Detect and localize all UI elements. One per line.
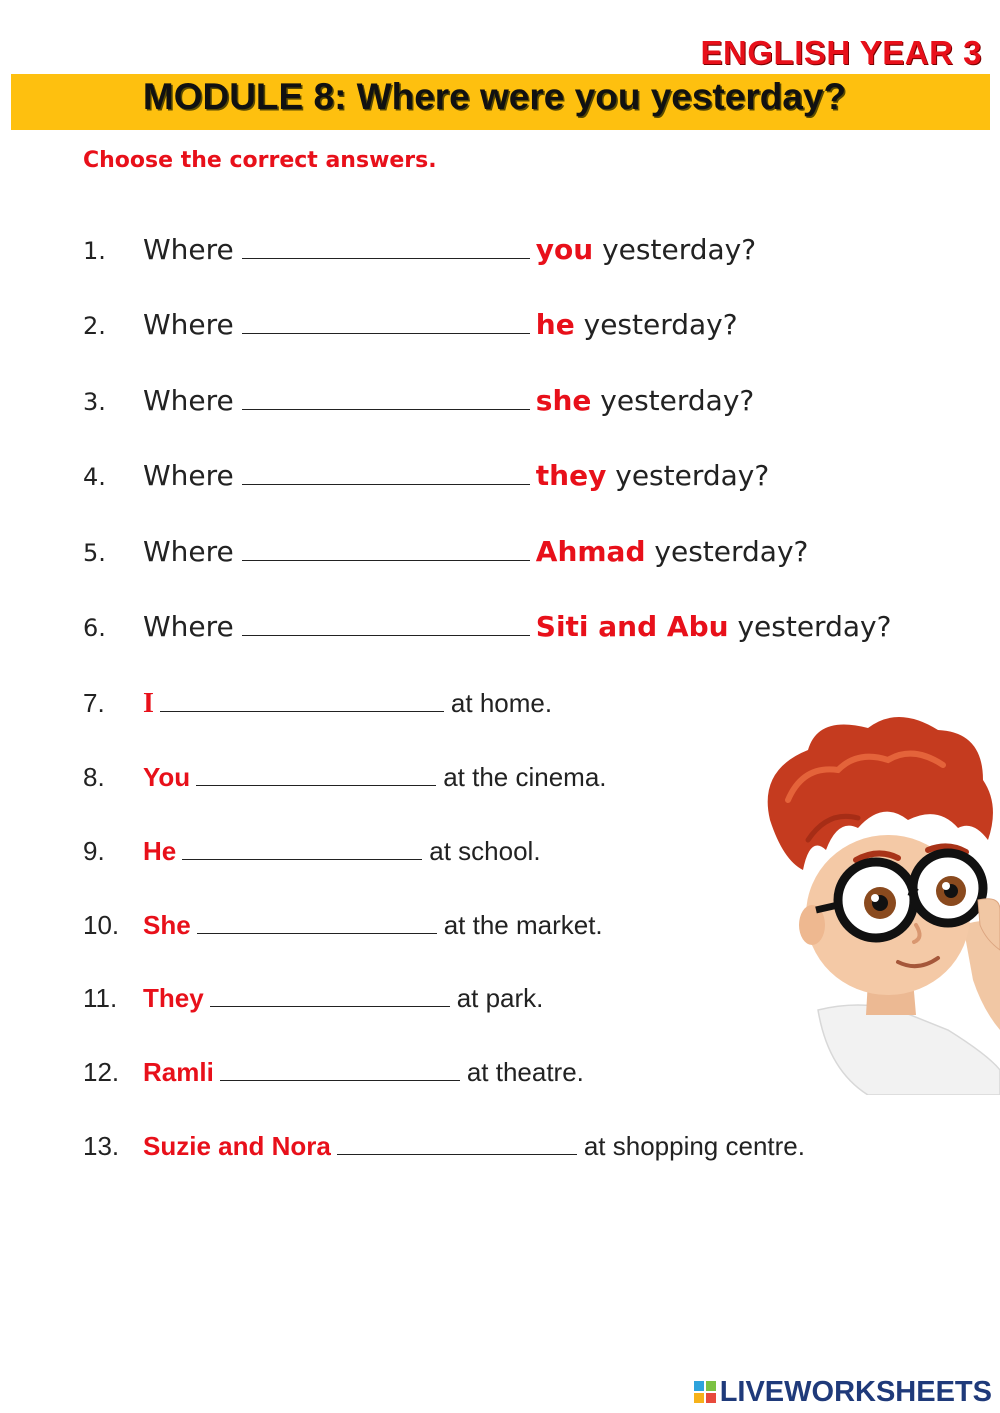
- instruction: Choose the correct answers.: [83, 148, 437, 173]
- question-lead: Where: [143, 308, 234, 341]
- question-subject: he: [535, 308, 575, 341]
- answer-blank-10[interactable]: [197, 911, 437, 934]
- question-subject: She: [143, 910, 191, 940]
- answer-blank-8[interactable]: [196, 763, 436, 786]
- question-lead: Where: [143, 610, 234, 643]
- question-subject: I: [143, 688, 154, 719]
- question-place: at shopping centre.: [583, 1131, 805, 1161]
- question-place: at home.: [450, 688, 553, 718]
- answer-blank-6[interactable]: [242, 611, 530, 636]
- module-banner: [11, 74, 990, 130]
- question-lead: Where: [143, 535, 234, 568]
- question-place: at school.: [429, 836, 541, 866]
- answer-blank-3[interactable]: [242, 385, 530, 410]
- answer-blank-9[interactable]: [182, 837, 422, 860]
- question-3: [83, 384, 754, 417]
- question-number: 4.: [83, 463, 106, 491]
- question-place: at park.: [456, 983, 544, 1013]
- question-place: at theatre.: [466, 1057, 584, 1087]
- question-number: 2.: [83, 312, 106, 340]
- question-subject: Suzie and Nora: [143, 1131, 331, 1161]
- question-subject: You: [143, 762, 191, 792]
- question-subject: They: [143, 983, 204, 1013]
- question-number: 9.: [83, 836, 105, 866]
- question-5: [83, 535, 808, 568]
- question-12: [83, 1057, 584, 1088]
- answer-blank-4[interactable]: [242, 460, 530, 485]
- liveworksheets-brand[interactable]: [693, 1377, 992, 1407]
- question-number: 10.: [83, 910, 120, 940]
- answer-blank-5[interactable]: [242, 536, 530, 561]
- answer-blank-12[interactable]: [220, 1058, 460, 1081]
- question-number: 1.: [83, 237, 106, 265]
- question-place: at the cinema.: [443, 762, 607, 792]
- question-tail: yesterday?: [602, 233, 757, 266]
- question-2: [83, 308, 738, 341]
- question-10: [83, 910, 603, 941]
- question-tail: yesterday?: [737, 610, 892, 643]
- question-9: [83, 836, 541, 867]
- question-subject: He: [143, 836, 177, 866]
- question-number: 7.: [83, 688, 105, 718]
- question-number: 12.: [83, 1057, 120, 1087]
- question-number: 6.: [83, 614, 106, 642]
- question-tail: yesterday?: [583, 308, 738, 341]
- question-lead: Where: [143, 384, 234, 417]
- question-6: [83, 610, 891, 643]
- question-4: [83, 459, 769, 492]
- answer-blank-1[interactable]: [242, 234, 530, 259]
- question-lead: Where: [143, 459, 234, 492]
- year-label: ENGLISH YEAR 3: [700, 34, 982, 71]
- question-subject: Ramli: [143, 1057, 214, 1087]
- liveworksheets-logo-icon: [693, 1380, 717, 1404]
- question-tail: yesterday?: [615, 459, 770, 492]
- cartoon-boy-with-glasses-icon: [748, 710, 1000, 1095]
- question-number: 8.: [83, 762, 105, 792]
- question-subject: Siti and Abu: [535, 610, 729, 643]
- question-number: 13.: [83, 1131, 120, 1161]
- answer-blank-2[interactable]: [242, 309, 530, 334]
- question-number: 11.: [83, 983, 118, 1013]
- question-tail: yesterday?: [600, 384, 755, 417]
- question-place: at the market.: [443, 910, 603, 940]
- question-number: 3.: [83, 388, 106, 416]
- question-lead: Where: [143, 233, 234, 266]
- answer-blank-7[interactable]: [160, 689, 444, 712]
- question-7: [83, 688, 552, 720]
- question-11: [83, 983, 543, 1014]
- question-tail: yesterday?: [654, 535, 809, 568]
- brand-text: LIVEWORKSHEETS: [719, 1375, 992, 1408]
- question-13: [83, 1131, 805, 1162]
- module-title: MODULE 8: Where were you yesterday?: [142, 76, 847, 117]
- answer-blank-11[interactable]: [210, 984, 450, 1007]
- question-1: [83, 233, 756, 266]
- answer-blank-13[interactable]: [337, 1132, 577, 1155]
- question-subject: you: [535, 233, 594, 266]
- question-8: [83, 762, 607, 793]
- question-subject: she: [535, 384, 592, 417]
- question-subject: Ahmad: [535, 535, 646, 568]
- question-subject: they: [535, 459, 607, 492]
- question-number: 5.: [83, 539, 106, 567]
